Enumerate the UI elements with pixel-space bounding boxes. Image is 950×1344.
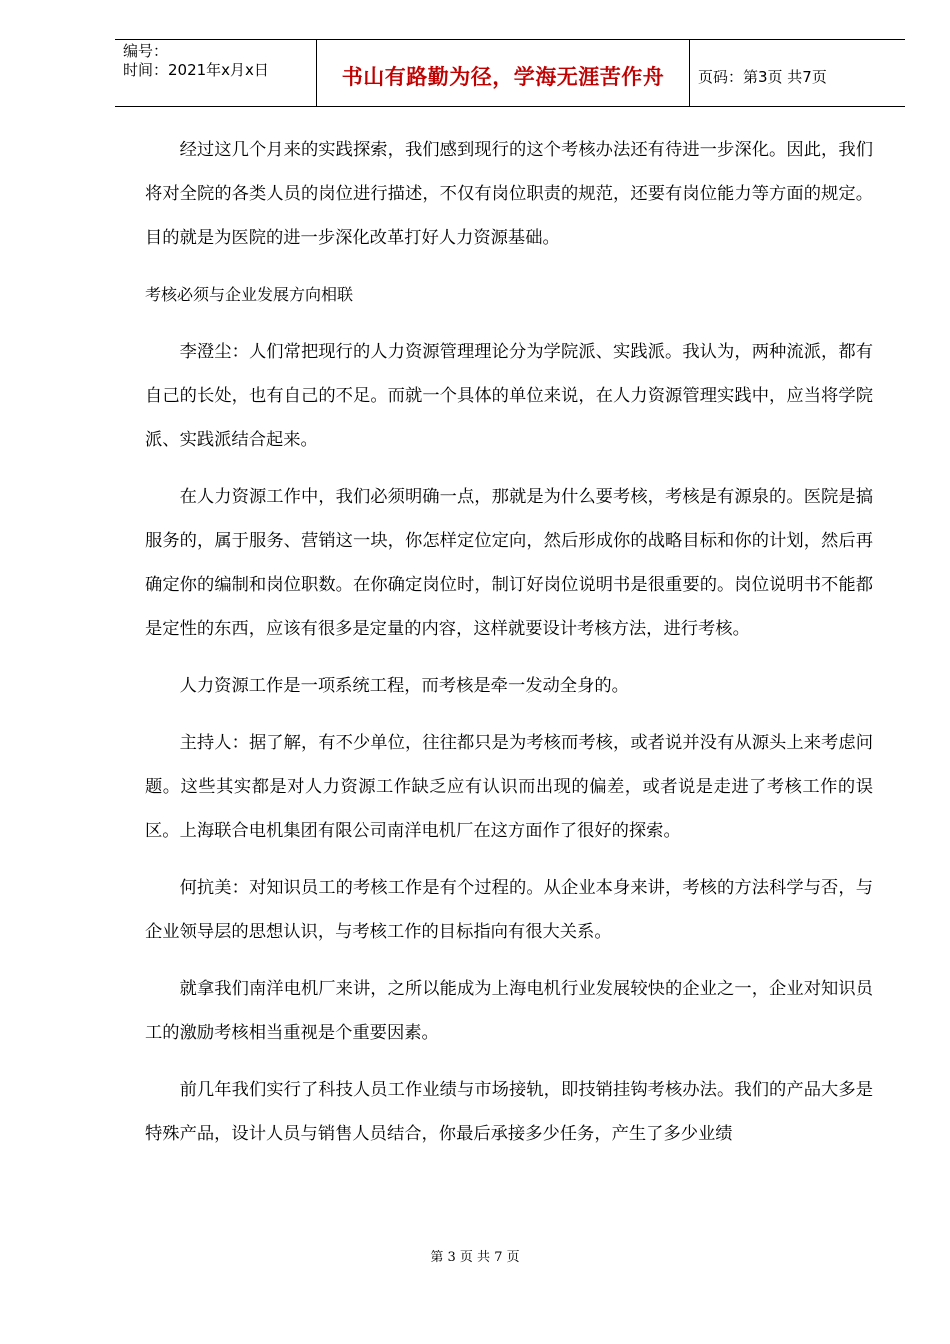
motto-text: 书山有路勤为径，学海无涯苦作舟: [341, 64, 665, 89]
header-meta-cell: [115, 40, 316, 106]
paragraph: 经过这几个月来的实践探索，我们感到现行的这个考核办法还有待进一步深化。因此，我们将对全院的各类人员的岗位进行描述，不仅有岗位职责的规范，还要有岗位能力等方面的规定。目的就是为医院的进一步深化改革打好人力资源基础。: [145, 140, 873, 248]
paragraph: 在人力资源工作中，我们必须明确一点，那就是为什么要考核，考核是有源泉的。医院是搞服务的，属于服务、营销这一块，你怎样定位定向，然后形成你的战略目标和你的计划，然后再确定你的编制和岗位职数。在你确定岗位时，制订好岗位说明书是很重要的。岗位说明书不能都是定性的东西，应该有很多是定量的内容，这样就要设计考核方法，进行考核。: [145, 487, 873, 639]
time-label: 时间：2021年x月x日: [123, 61, 269, 79]
header-page-cell: [690, 40, 905, 106]
document-body: [145, 128, 873, 1169]
header-motto-cell: [316, 40, 690, 106]
paragraph: 就拿我们南洋电机厂来讲，之所以能成为上海电机行业发展较快的企业之一，企业对知识员工的激励考核相当重视是个重要因素。: [145, 979, 873, 1043]
page-header: [115, 39, 905, 107]
page-number-label: 页码：第3页 共7页: [698, 67, 827, 86]
paragraph: 前几年我们实行了科技人员工作业绩与市场接轨，即技销挂钩考核办法。我们的产品大多是特殊产品，设计人员与销售人员结合，你最后承接多少任务，产生了多少业绩: [145, 1080, 873, 1144]
section-heading: 考核必须与企业发展方向相联: [145, 285, 354, 304]
paragraph: 李澄尘：人们常把现行的人力资源管理理论分为学院派、实践派。我认为，两种流派，都有自己的长处，也有自己的不足。而就一个具体的单位来说，在人力资源管理实践中，应当将学院派、实践派结合起来。: [145, 342, 873, 450]
code-label: 编号：: [123, 42, 169, 60]
page-footer: 第 3 页 共 7 页: [430, 1250, 520, 1265]
paragraph: 何抗美：对知识员工的考核工作是有个过程的。从企业本身来讲，考核的方法科学与否，与企业领导层的思想认识，与考核工作的目标指向有很大关系。: [145, 878, 873, 942]
paragraph: 人力资源工作是一项系统工程，而考核是牵一发动全身的。: [179, 676, 629, 696]
paragraph: 主持人：据了解，有不少单位，往往都只是为考核而考核，或者说并没有从源头上来考虑问题。这些其实都是对人力资源工作缺乏应有认识而出现的偏差，或者说是走进了考核工作的误区。上海联合电机集团有限公司南洋电机厂在这方面作了很好的探索。: [145, 733, 873, 841]
